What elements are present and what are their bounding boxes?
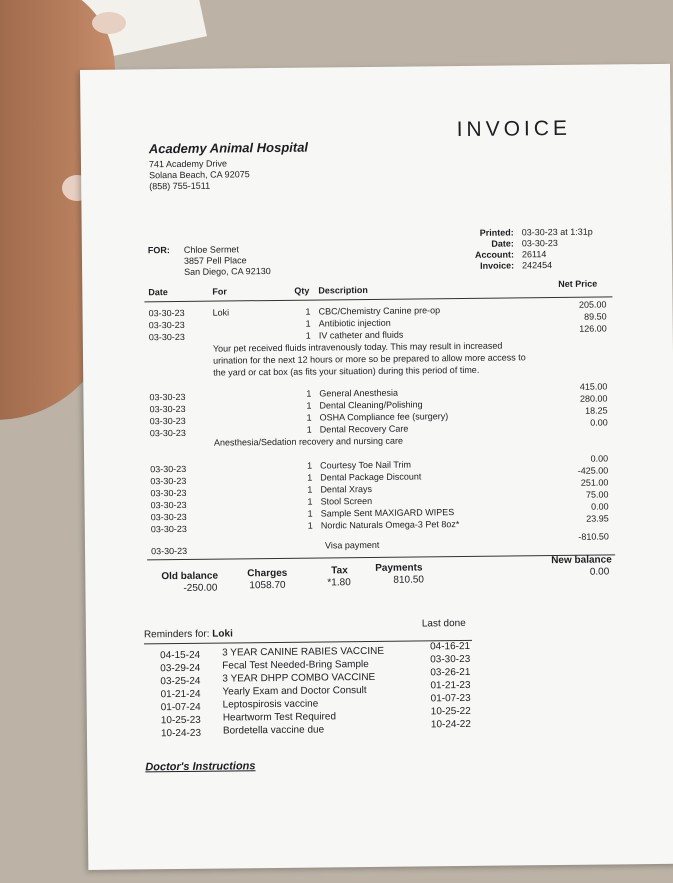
bill-to-label: FOR: [147,245,170,256]
payment-amount: -810.50 [578,531,609,542]
totals-rule [147,554,615,560]
tax-value: *1.80 [327,577,351,589]
old-balance-value: -250.00 [183,582,218,594]
header-rule [144,296,612,302]
reminders-rule [144,640,472,644]
group1-pet: Loki [212,307,230,318]
group3-dates: 03-30-23 03-30-23 03-30-23 03-30-23 03-30-23 03-30-23 [150,463,187,535]
new-balance-label: New balance [551,554,612,567]
group3-qty: 1 1 1 1 1 1 [307,460,313,531]
clinic-address: 741 Academy Drive Solana Beach, CA 92075 (858) 755-1511 [148,158,250,192]
charges-label: Charges [247,567,288,580]
reminders-header: Reminders for: Loki [143,628,233,641]
group2-items: General Anesthesia Dental Cleaning/Polishing OSHA Compliance fee (surgery) Dental Recovery Care [319,387,449,435]
group1-dates: 03-30-23 03-30-23 03-30-23 [148,307,185,343]
fingernail [92,12,126,34]
bill-to-address: Chloe Sermet 3857 Pell Place San Diego, CA 92130 [183,244,271,277]
last-done-label: Last done [421,617,466,630]
group3-items: Courtesy Toe Nail Trim Dental Package Discount Dental Xrays Stool Screen Sample Sent MAXIGARD WIPES Nordic Naturals Omega-3 Pet 8oz* [320,459,460,531]
reminders-pet: Loki [212,628,233,640]
reminder-items: 3 YEAR CANINE RABIES VACCINE Fecal Test Needed-Bring Sample 3 YEAR DHPP COMBO VACCINE Yearly Exam and Doctor Consult Leptospirosis vaccine Heartworm Test Required Bordetella vaccine due [222,645,385,737]
doctor-instructions-heading: Doctor's Instructions [145,760,256,774]
group1-items: CBC/Chemistry Canine pre-op Antibiotic injection IV catheter and fluids [318,305,441,341]
payments-label: Payments [375,562,423,574]
reminder-due-dates: 04-15-24 03-29-24 03-25-24 01-21-24 01-07-24 10-25-23 10-24-23 [160,649,202,740]
group1-prices: 205.00 89.50 126.00 [578,299,607,334]
payments-value: 810.50 [393,574,425,586]
payment-date: 03-30-23 [150,545,188,557]
group1-note: Your pet received fluids intravenously today. This may result in increased urination for the next 12 hours or more so be prepared to allow more access to the yard or cat box (as fits your situation) during this period of time. [212,340,526,378]
clinic-name: Academy Animal Hospital [148,139,309,157]
group1-qty: 1 1 1 [305,306,311,341]
group2-prices: 415.00 280.00 18.25 0.00 [579,381,608,428]
group2-qty: 1 1 1 1 [306,388,312,435]
new-balance-value: 0.00 [589,566,610,578]
group2-note: Anesthesia/Sedation recovery and nursing care [213,435,404,448]
payment-label: Visa payment [324,539,380,551]
old-balance-label: Old balance [161,570,219,583]
col-net-price: Net Price [558,278,598,290]
col-qty: Qty [294,285,310,296]
col-description: Description [318,284,368,296]
invoice-document [80,64,673,870]
tax-label: Tax [331,565,348,577]
invoice-meta: Printed: 03-30-23 at 1:31p Date: 03-30-23 Account: 26114 Invoice: 242454 [474,226,593,271]
charges-value: 1058.70 [249,579,286,592]
reminder-last-done: 04-16-21 03-30-23 03-26-21 01-21-23 01-07-23 10-25-22 10-24-22 [430,640,471,731]
col-for: For [212,286,227,297]
col-date: Date [148,287,168,298]
invoice-title: INVOICE [456,116,572,142]
group3-prices: 0.00 -425.00 251.00 75.00 0.00 23.95 [577,453,609,524]
group2-dates: 03-30-23 03-30-23 03-30-23 03-30-23 [149,391,186,439]
